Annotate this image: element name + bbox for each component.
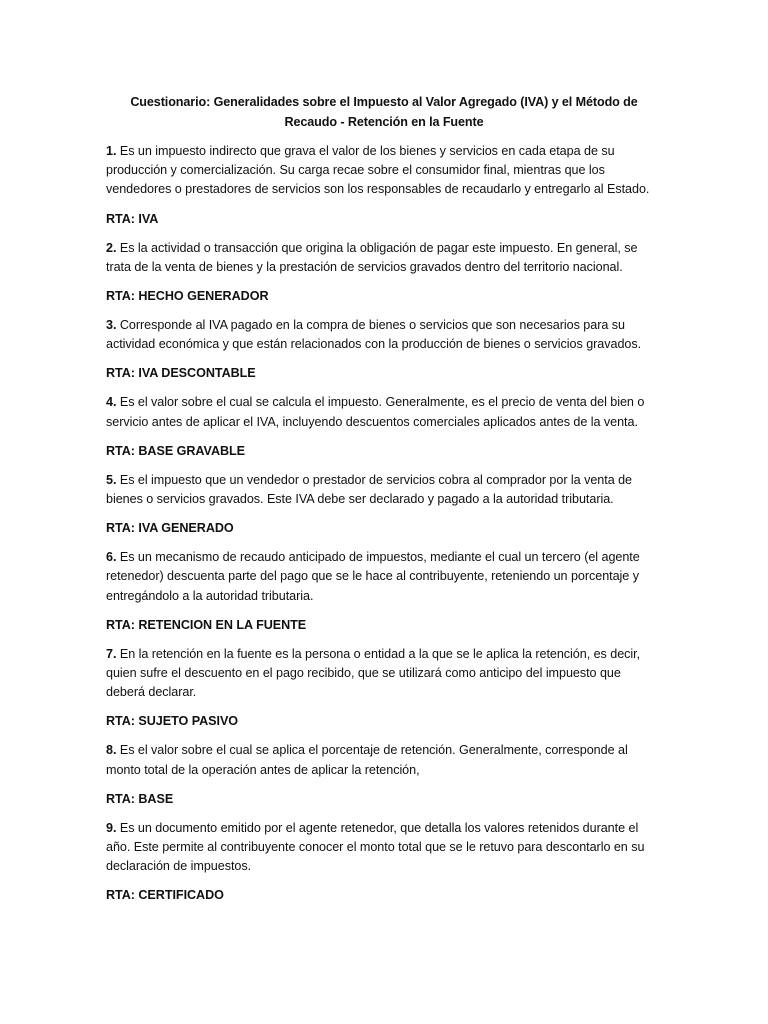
question-number: 3. bbox=[106, 318, 117, 333]
question-text bbox=[106, 142, 662, 200]
question-block-8 bbox=[106, 741, 662, 808]
question-body: Es un impuesto indirecto que grava el valor de los bienes y servicios en cada etapa de su producción y comercialización. Su carga recae sobre el consumidor final, mientras que los vendedores o prestadores de servicios son los responsables de recaudarlo y entregarlo al Estado. bbox=[106, 144, 650, 197]
question-block-6 bbox=[106, 548, 662, 635]
question-number: 8. bbox=[106, 743, 117, 758]
question-text bbox=[106, 316, 662, 354]
question-block-7 bbox=[106, 645, 662, 732]
question-text bbox=[106, 393, 662, 431]
question-text bbox=[106, 819, 662, 877]
question-body: Es la actividad o transacción que origina la obligación de pagar este impuesto. En general, se trata de la venta de bienes y la prestación de servicios gravados dentro del territorio nacional. bbox=[106, 240, 638, 274]
answer-text: RTA: HECHO GENERADOR bbox=[106, 289, 269, 304]
question-block-4 bbox=[106, 393, 662, 460]
question-number: 5. bbox=[106, 472, 117, 487]
answer-text: RTA: SUJETO PASIVO bbox=[106, 714, 239, 729]
question-block-3 bbox=[106, 316, 662, 383]
question-block-9 bbox=[106, 819, 662, 906]
answer-text: RTA: BASE bbox=[106, 791, 174, 806]
question-body: Es el valor sobre el cual se aplica el porcentaje de retención. Generalmente, corresponde al monto total de la operación antes de aplicar la retención, bbox=[106, 743, 628, 777]
answer-text: RTA: IVA DESCONTABLE bbox=[106, 366, 256, 381]
question-number: 2. bbox=[106, 240, 117, 255]
question-text bbox=[106, 548, 662, 606]
question-body: Es el impuesto que un vendedor o prestador de servicios cobra al comprador por la venta de bienes o servicios gravados. Este IVA debe ser declarado y pagado a la autoridad tributaria. bbox=[106, 472, 632, 507]
question-number: 9. bbox=[106, 820, 117, 835]
answer-text: RTA: RETENCION EN LA FUENTE bbox=[106, 617, 307, 632]
answer-text: RTA: BASE GRAVABLE bbox=[106, 443, 246, 458]
question-body: Es el valor sobre el cual se calcula el impuesto. Generalmente, es el precio de venta del bien o servicio antes de aplicar el IVA, incluyendo descuentos comerciales aplicados antes de la venta. bbox=[106, 395, 645, 429]
question-block-2 bbox=[106, 239, 662, 306]
question-block-5 bbox=[106, 471, 662, 538]
question-number: 1. bbox=[106, 144, 117, 158]
question-number: 7. bbox=[106, 646, 117, 661]
question-body: Es un documento emitido por el agente retenedor, que detalla los valores retenidos durante el año. Este permite al contribuyente conocer el monto total que se le retuvo para descontarlo en su declaración de impuestos. bbox=[106, 820, 645, 874]
question-number: 6. bbox=[106, 550, 117, 565]
question-body: Es un mecanismo de recaudo anticipado de impuestos, mediante el cual un tercero (el agente retenedor) descuenta parte del pago que se le hace al contribuyente, reteniendo un porcentaje y entregándolo a la autoridad tributaria. bbox=[106, 550, 640, 603]
question-body: En la retención en la fuente es la persona o entidad a la que se le aplica la retención, es decir, quien sufre el descuento en el pago recibido, que se utilizará como anticipo del impuesto que deberá declarar. bbox=[106, 646, 641, 700]
question-text bbox=[106, 239, 662, 277]
question-text bbox=[106, 645, 662, 703]
question-number: 4. bbox=[106, 395, 117, 410]
question-block-1 bbox=[106, 142, 662, 229]
answer-text: RTA: IVA GENERADO bbox=[106, 521, 234, 536]
question-text bbox=[106, 741, 662, 779]
question-body: Corresponde al IVA pagado en la compra de bienes o servicios que son necesarios para su actividad económica y que están relacionados con la producción de bienes o servicios gravados. bbox=[106, 318, 642, 352]
question-text bbox=[106, 471, 662, 509]
document-title: Cuestionario: Generalidades sobre el Impuesto al Valor Agregado (IVA) y el Método de Recaudo - Retención en la Fuente bbox=[130, 95, 638, 129]
answer-text: RTA: CERTIFICADO bbox=[106, 888, 224, 903]
answer-text: RTA: IVA bbox=[106, 211, 159, 226]
